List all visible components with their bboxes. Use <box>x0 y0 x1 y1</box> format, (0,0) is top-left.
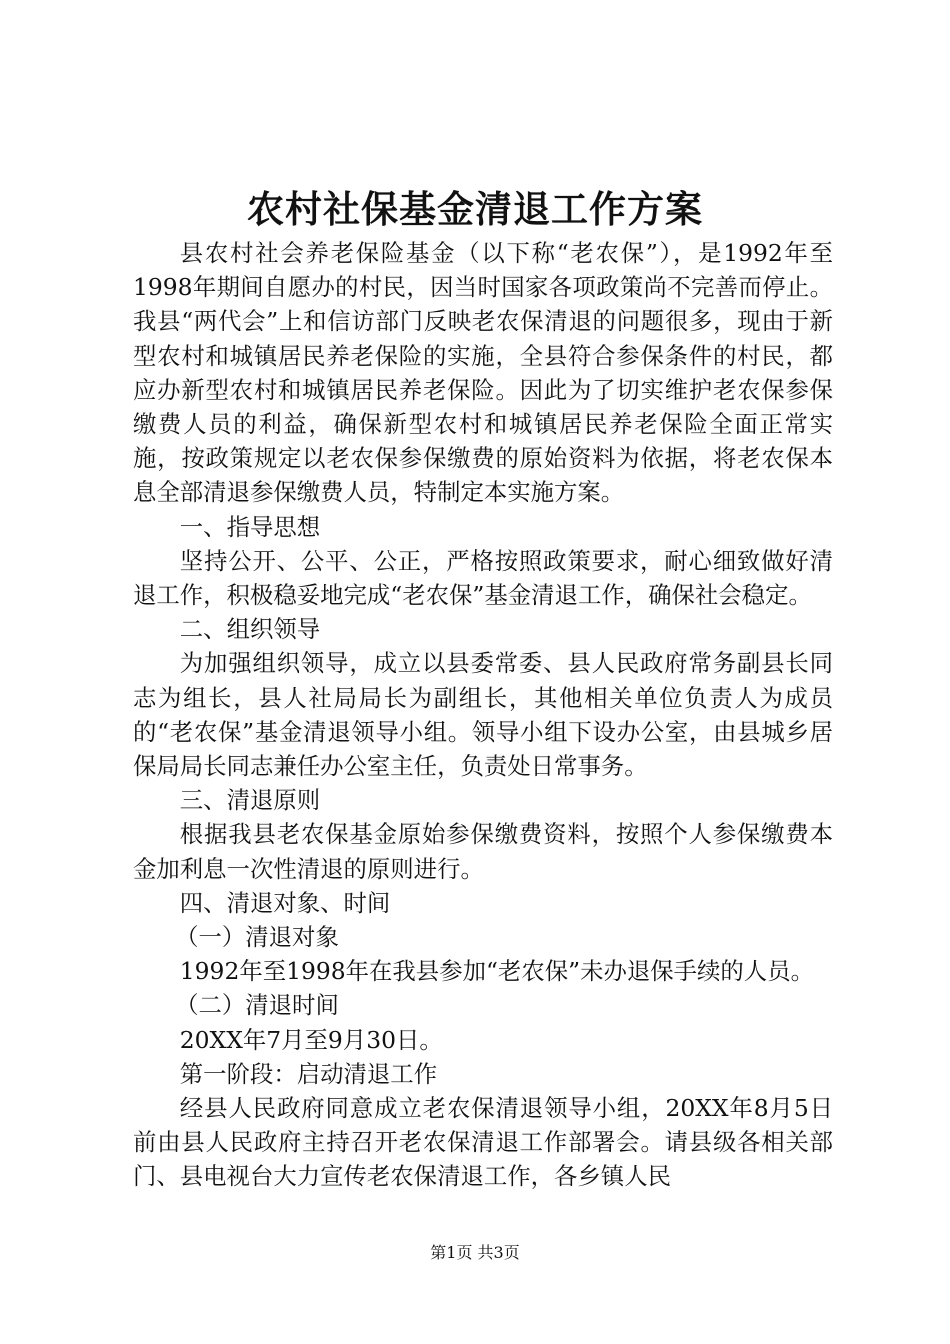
principles-paragraph: 根据我县老农保基金原始参保缴费资料，按照个人参保缴费本金加利息一次性清退的原则进行。 <box>133 820 833 883</box>
phase-one-heading: 第一阶段：启动清退工作 <box>179 1059 438 1088</box>
subsection-heading-time: （二）清退时间 <box>175 991 339 1020</box>
subsection-heading-targets: （一）清退对象 <box>175 923 339 952</box>
document-body <box>133 236 833 1194</box>
section-heading-targets-time: 四、清退对象、时间 <box>179 888 391 917</box>
intro-paragraph: 县农村社会养老保险基金（以下称“老农保”），是1992年至1998年期间自愿办的村民，因当时国家各项政策尚不完善而停止。我县“两代会”上和信访部门反映老农保清退的问题很多，现由于新型农村和城镇居民养老保险的实施，全县符合参保条件的村民，都应办新型农村和城镇居民养老保险。因此为了切实维护老农保参保缴费人员的利益，确保新型农村和城镇居民养老保险全面正常实施，按政策规定以老农保参保缴费的原始资料为依据，将老农保本息全部清退参保缴费人员，特制定本实施方案。 <box>133 239 833 507</box>
organization-paragraph: 为加强组织领导，成立以县委常委、县人民政府常务副县长同志为组长，县人社局局长为副组长，其他相关单位负责人为成员的“老农保”基金清退领导小组。领导小组下设办公室，由县城乡居保局局长同志兼任办公室主任，负责处日常事务。 <box>133 649 833 781</box>
page-footer: 第1页 共3页 <box>430 1243 520 1262</box>
section-heading-guiding-ideology: 一、指导思想 <box>179 512 321 541</box>
section-heading-principles: 三、清退原则 <box>179 786 321 815</box>
section-heading-organization: 二、组织领导 <box>179 615 321 644</box>
targets-paragraph: 1992年至1998年在我县参加“老农保”未办退保手续的人员。 <box>179 957 814 986</box>
document-title: 农村社保基金清退工作方案 <box>247 187 703 231</box>
time-paragraph: 20XX年7月至9月30日。 <box>179 1025 443 1054</box>
guiding-ideology-paragraph: 坚持公开、公平、公正，严格按照政策要求，耐心细致做好清退工作，积极稳妥地完成“老农保”基金清退工作，确保社会稳定。 <box>133 546 833 610</box>
phase-one-paragraph: 经县人民政府同意成立老农保清退领导小组，20XX年8月5日前由县人民政府主持召开老农保清退工作部署会。请县级各相关部门、县电视台大力宣传老农保清退工作，各乡镇人民 <box>133 1094 833 1191</box>
